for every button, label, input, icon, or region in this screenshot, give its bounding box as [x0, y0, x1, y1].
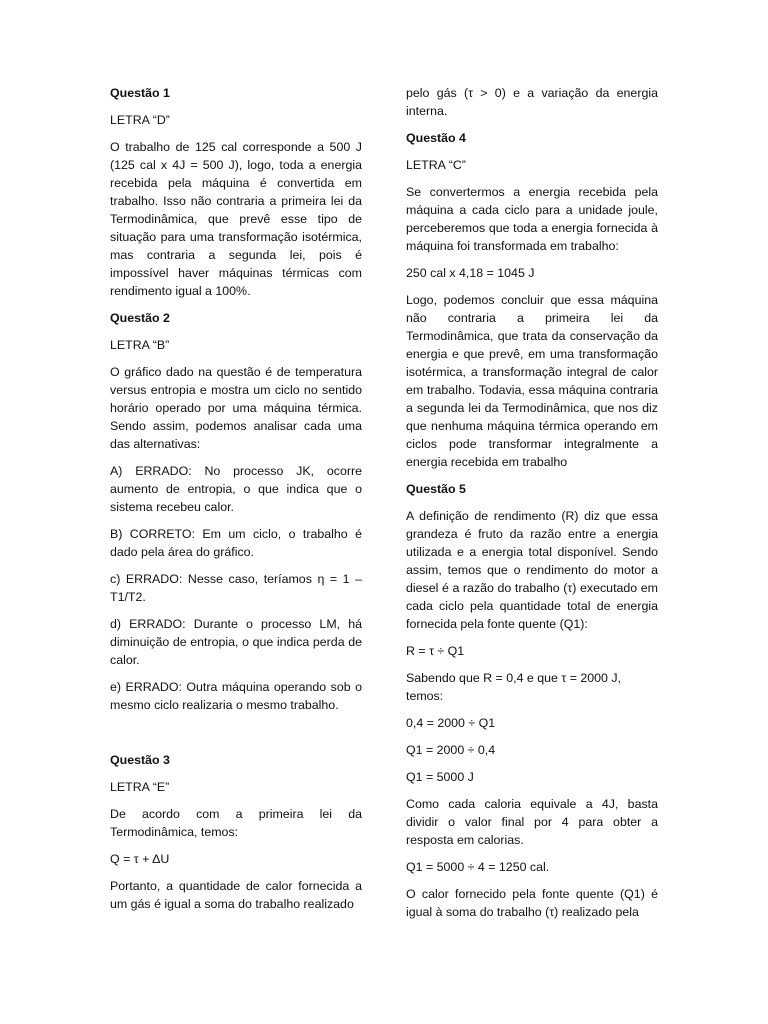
section-spacer [110, 723, 362, 751]
question-1-heading: Questão 1 [110, 86, 170, 100]
question-1-paragraph: O trabalho de 125 cal corresponde a 500 J (125 cal x 4J = 500 J), logo, toda a energia recebida pela máquina é convertida em trabalho. Isso não contraria a primeira lei da Termodinâmica, que prevê esse tipo de situação para uma transformação isotérmica, mas contraria a segunda lei, pois é impossível haver máquinas térmicas com rendimento igual a 100%. [110, 140, 362, 298]
left-column [110, 84, 362, 922]
question-3-formula: Q = τ + ΔU [110, 852, 170, 866]
question-4-answer-letter: LETRA “C” [406, 158, 466, 172]
question-3-paragraph-2: Portanto, a quantidade de calor fornecida a um gás é igual a soma do trabalho realizado [110, 879, 362, 911]
right-column [406, 84, 658, 930]
question-1-answer-letter: LETRA “D” [110, 113, 170, 127]
question-5-formula-6: Q1 = 5000 ÷ 4 = 1250 cal. [406, 860, 550, 874]
question-2-alternative-b: B) CORRETO: Em um ciclo, o trabalho é dado pela área do gráfico. [110, 527, 362, 559]
question-5-paragraph-2: Como cada caloria equivale a 4J, basta dividir o valor final por 4 para obter a resposta em calorias. [406, 797, 658, 847]
question-3-paragraph: De acordo com a primeira lei da Termodinâmica, temos: [110, 807, 362, 839]
question-2-alternative-a: A) ERRADO: No processo JK, ocorre aumento de entropia, o que indica que o sistema recebeu calor. [110, 464, 362, 514]
question-2-heading: Questão 2 [110, 311, 170, 325]
question-3-continuation: pelo gás (τ > 0) e a variação da energia interna. [406, 86, 658, 118]
question-3-heading: Questão 3 [110, 753, 170, 767]
question-2-alternative-e: e) ERRADO: Outra máquina operando sob o mesmo ciclo realizaria o mesmo trabalho. [110, 680, 362, 712]
question-5-formula-3: 0,4 = 2000 ÷ Q1 [406, 716, 496, 730]
question-5-heading: Questão 5 [406, 482, 466, 496]
question-5-formula-1: R = τ ÷ Q1 [406, 644, 465, 658]
question-4-paragraph-2: Logo, podemos concluir que essa máquina não contraria a primeira lei da Termodinâmica, que trata da conservação da energia e que prevê, em uma transformação isotérmica, a transformação integral de calor em trabalho. Todavia, essa máquina contraria a segunda lei da Termodinâmica, que nos diz que nenhuma máquina térmica operando em ciclos pode transformar integralmente a energia recebida em trabalho [406, 293, 658, 469]
question-2-alternative-d: d) ERRADO: Durante o processo LM, há diminuição de entropia, o que indica perda de calor. [110, 617, 362, 667]
question-4-heading: Questão 4 [406, 131, 466, 145]
question-2-paragraph: O gráfico dado na questão é de temperatura versus entropia e mostra um ciclo no sentido horário operado por uma máquina térmica. Sendo assim, podemos analisar cada uma das alternativas: [110, 365, 362, 451]
question-5-formula-5: Q1 = 5000 J [406, 770, 474, 784]
question-2-answer-letter: LETRA “B” [110, 338, 170, 352]
question-2-alternative-c: c) ERRADO: Nesse caso, teríamos η = 1 – T1/T2. [110, 572, 362, 604]
question-4-calculation: 250 cal x 4,18 = 1045 J [406, 266, 535, 280]
question-5-formula-2: Sabendo que R = 0,4 e que τ = 2000 J, temos: [406, 671, 622, 703]
question-4-paragraph: Se convertermos a energia recebida pela máquina a cada ciclo para a unidade joule, perceberemos que toda a energia fornecida à máquina foi transformada em trabalho: [406, 185, 658, 253]
question-5-formula-4: Q1 = 2000 ÷ 0,4 [406, 743, 496, 757]
question-5-paragraph: A definição de rendimento (R) diz que essa grandeza é fruto da razão entre a energia utilizada e a energia total disponível. Sendo assim, temos que o rendimento do motor a diesel é a razão do trabalho (τ) executado em cada ciclo pela quantidade total de energia fornecida pela fonte quente (Q1): [406, 509, 658, 631]
question-3-answer-letter: LETRA “E” [110, 780, 170, 794]
question-5-paragraph-3: O calor fornecido pela fonte quente (Q1) é igual à soma do trabalho (τ) realizado pela [406, 887, 658, 919]
